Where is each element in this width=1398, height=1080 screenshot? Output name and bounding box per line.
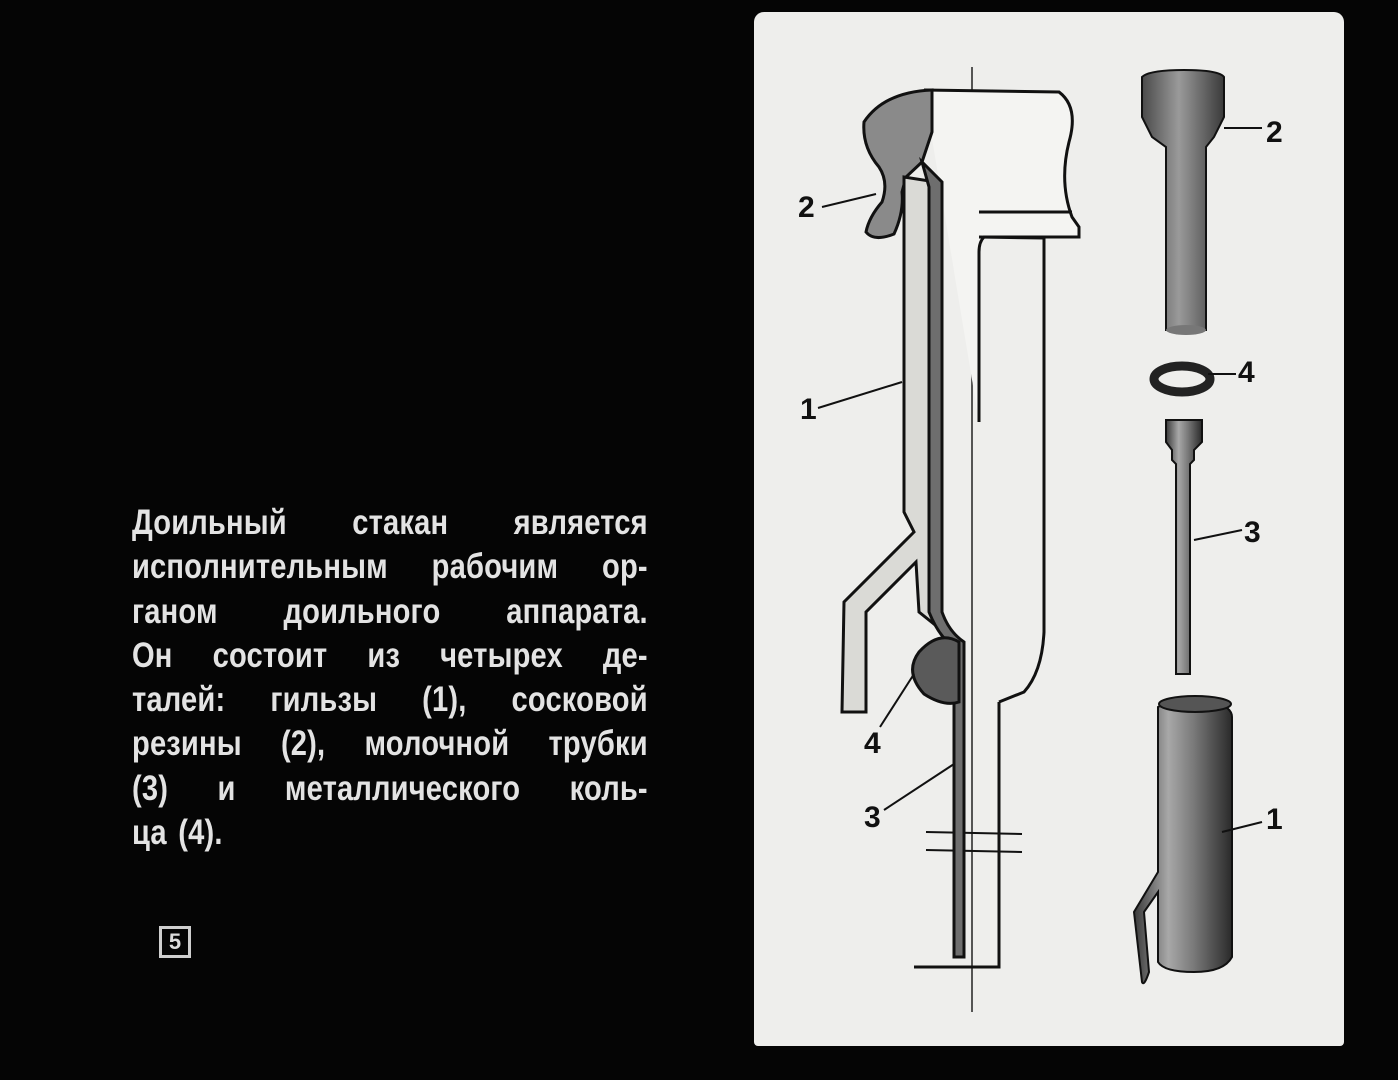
exploded-milk-tube	[1166, 420, 1202, 674]
label-liner-right: 2	[1266, 116, 1283, 149]
shell-right-outline	[979, 237, 1044, 702]
text-word: де-	[602, 634, 648, 675]
text-word: гильзы	[270, 679, 378, 720]
tube-break-lines	[926, 832, 1022, 852]
text-word: аппарата.	[506, 590, 648, 631]
exploded-shell	[1134, 699, 1232, 983]
label-shell-right: 1	[1266, 803, 1283, 836]
exploded-liner	[1142, 70, 1224, 330]
text-line	[132, 810, 648, 854]
text-word: трубки	[548, 723, 648, 764]
ring-section	[913, 638, 959, 704]
text-word: (2),	[280, 723, 326, 764]
text-word: рабочим	[431, 546, 559, 587]
label-ring-right: 4	[1238, 356, 1255, 389]
text-word: ор-	[602, 546, 648, 587]
text-word: резины	[132, 723, 242, 764]
text-word: Доильный	[132, 502, 287, 542]
label-liner-left: 2	[798, 191, 815, 224]
text-word: исполнительным	[132, 546, 388, 587]
label-ring-left: 4	[864, 727, 881, 760]
description-text	[132, 500, 648, 854]
label-tube-left: 3	[864, 801, 881, 834]
text-word: четырех	[440, 634, 563, 675]
text-word: и	[217, 767, 236, 808]
leader-ring-left	[880, 674, 914, 727]
exploded-liner-end	[1166, 325, 1206, 335]
text-word: является	[513, 502, 648, 542]
assembled-teat-cup	[842, 67, 1079, 1012]
text-word: (4).	[178, 812, 223, 853]
text-line	[132, 721, 648, 765]
text-line	[132, 766, 648, 810]
shell-wall-section	[842, 177, 936, 712]
liner-head-outline	[924, 90, 1079, 422]
text-word: стакан	[352, 502, 449, 542]
exploded-view	[1134, 70, 1283, 983]
text-word: молочной	[364, 723, 510, 764]
page-number	[159, 926, 191, 958]
text-word: доильного	[283, 590, 441, 631]
text-word: (3)	[132, 767, 169, 808]
leader-liner-left	[822, 194, 876, 207]
leader-tube-right	[1194, 530, 1242, 540]
text-word: Он	[132, 634, 173, 675]
label-tube-right: 3	[1244, 516, 1261, 549]
diagram-panel	[754, 12, 1344, 1046]
text-word: из	[367, 634, 401, 675]
text-word: сосковой	[511, 679, 648, 720]
leader-tube-left	[884, 764, 954, 810]
label-shell-left: 1	[800, 393, 817, 426]
text-word: (1),	[422, 679, 467, 720]
text-word: состоит	[212, 634, 328, 675]
leader-shell-left	[818, 382, 902, 408]
text-line	[132, 589, 648, 633]
teat-cup-diagram	[754, 12, 1344, 1046]
text-line	[132, 633, 648, 677]
exploded-ring	[1154, 366, 1210, 392]
text-line	[132, 500, 648, 544]
exploded-shell-top	[1159, 696, 1231, 712]
text-word: металлического	[284, 767, 521, 808]
text-word: ганом	[132, 590, 218, 631]
page-number-value: 5	[168, 929, 182, 954]
text-line	[132, 677, 648, 721]
text-word: талей:	[132, 679, 226, 720]
text-line	[132, 544, 648, 588]
text-word: ца	[132, 812, 167, 853]
text-word: коль-	[569, 767, 648, 808]
